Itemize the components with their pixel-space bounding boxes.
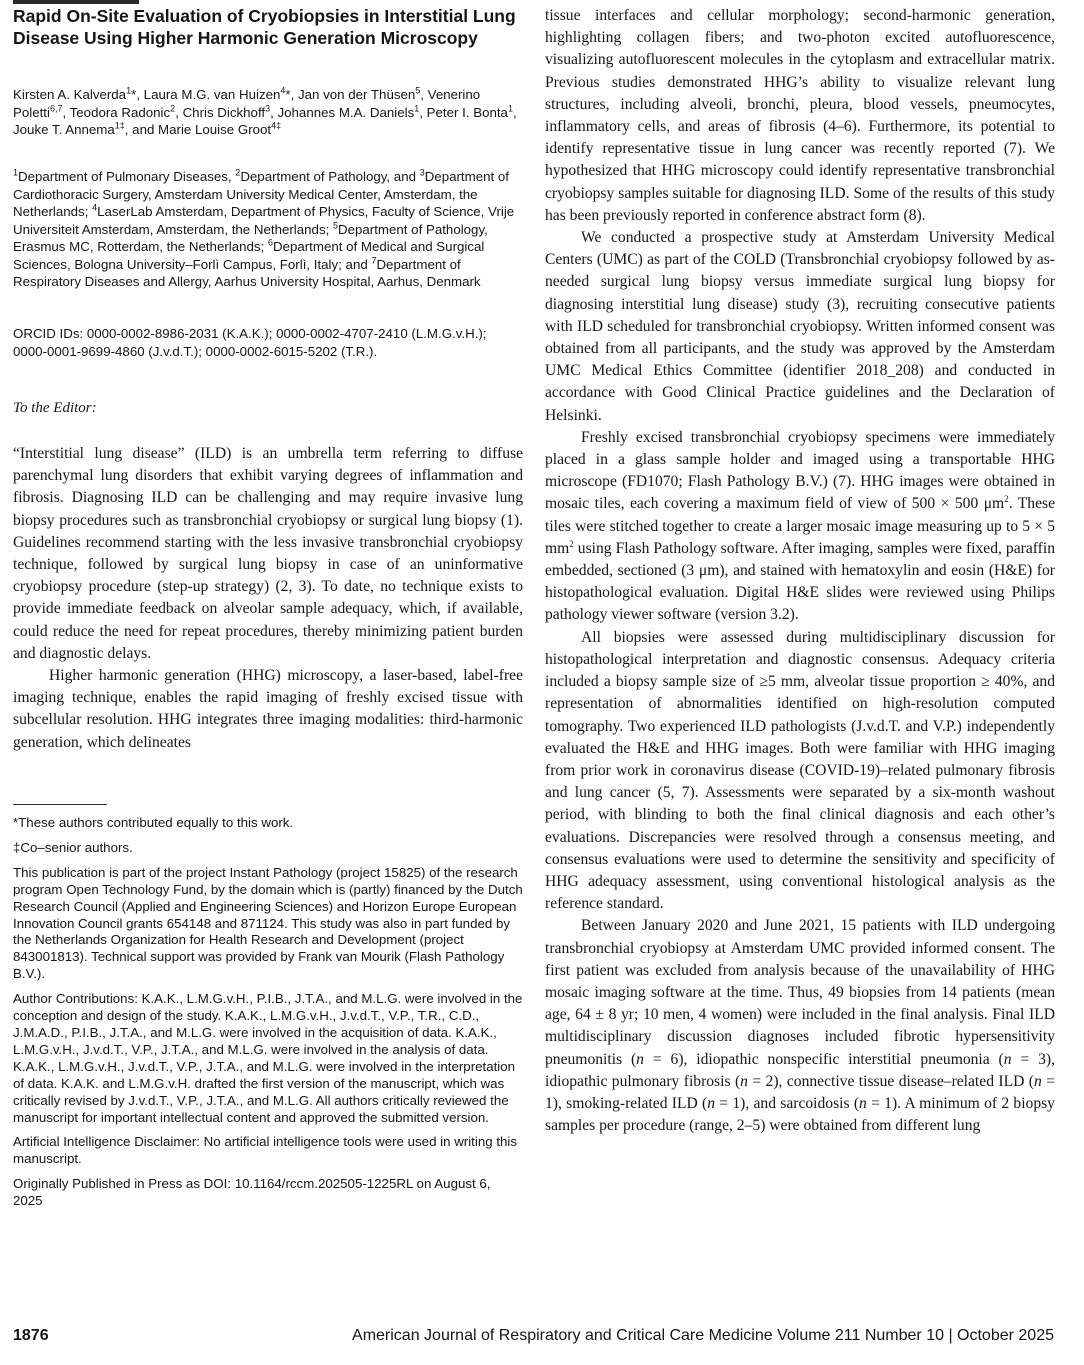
paragraph: All biopsies were assessed during multidisciplinary discussion for histopathological interpretation and diagnostic consensus. Adequacy criteria included a biopsy sample size of ≥5 mm, alveolar tissue proportion ≥ 40%, and representation of abnormalities identified on high-resolution computed tomography. Two experienced ILD pathologists (J.v.d.T. and V.P.) independently evaluated the H&E and HHG images. Both were familiar with HHG imaging from prior work in coronavirus disease (COVID-19)–related pulmonary fibrosis and lung cancer (5, 7). Assessments were separated by a six-month washout period, with blinding to both the final clinical diagnosis and each other’s evaluations. Discrepancies were resolved through a consensus meeting, and consensus evaluations were used to determine the sensitivity and specificity of HHG adequacy assessment, using conventional histological analysis as the reference standard.	[545, 628, 1055, 913]
right-body	[545, 5, 1055, 1137]
left-body	[13, 443, 523, 754]
paragraph: Freshly excised transbronchial cryobiopsy specimens were immediately placed in a glass sample holder and imaged using a transportable HHG microscope (FD1070; Flash Pathology B.V.) (7). HHG images were obtained in mosaic tiles, each covering a maximum field of view of 500 × 500 $\mu m^2$. These tiles were stitched together to create a larger mosaic image measuring up to 5 × 5 $mm^2$ using Flash Pathology software. After imaging, samples were fixed, paraffin embedded, sectioned (3 μm), and stained with hematoxylin and eosin (H&E) for histopathological evaluation. Digital H&E slides were reviewed using Philips pathology viewer software (version 3.2).	[545, 428, 1055, 624]
footnote-ai: Artificial Intelligence Disclaimer: No artificial intelligence tools were used in writing this manuscript.	[13, 1134, 518, 1167]
orcid-ids: ORCID IDs: 0000-0002-8986-2031 (K.A.K.); 0000-0002-4707-2410 (L.M.G.v.H.); 0000-0001-9699-4860 (J.v.d.T.); 0000-0002-6015-5202 (T.R.).	[13, 326, 487, 359]
footnote-published: Originally Published in Press as DOI: 10.1164/rccm.202505-1225RL on August 6, 2025	[13, 1176, 491, 1209]
journal-footer: American Journal of Respiratory and Critical Care Medicine Volume 211 Number 10 | October 2025	[352, 1327, 1054, 1344]
footnote-contributions: Author Contributions: K.A.K., L.M.G.v.H., P.I.B., J.T.A., and M.L.G. were involved in the conception and design of the study. K.A.K., L.M.G.v.H., J.v.d.T., V.P., T.R., C.D., J.M.A.D., P.I.B., J.T.A., and M.L.G. were involved in the acquisition of data. K.A.K., L.M.G.v.H., J.v.d.T., V.P., J.T.A., and M.L.G. were involved in the analysis of data. K.A.K., L.M.G.v.H., J.v.d.T., V.P., J.T.A., and M.L.G. were involved in the interpretation of data. K.A.K. and L.M.G.v.H. drafted the first version of the manuscript, which was critically revised by J.v.d.T., V.P., J.T.A., and M.L.G. All authors critically reviewed the manuscript for important intellectual content and approved the submitted version.	[13, 991, 523, 1125]
paragraph: “Interstitial lung disease” (ILD) is an umbrella term referring to diffuse parenchymal lung disorders that exhibit varying degrees of inflammation and fibrosis. Diagnosing ILD can be challenging and may require invasive lung biopsy procedures such as transbronchial cryobiopsy or surgical lung biopsy (1). Guidelines recommend starting with the less invasive transbronchial cryobiopsy technique, followed by surgical lung biopsy in case of an uninformative cryobiopsy procedure (step-up strategy) (2, 3). To date, no technique exists to provide immediate feedback on alveolar sample adequacy, which, if available, could reduce the need for repeat procedures, thereby minimizing patient burden and diagnostic delays.	[13, 445, 523, 662]
header-rule	[13, 0, 139, 4]
paragraph: tissue interfaces and cellular morphology; second-harmonic generation, highlighting collagen fibers; and two-photon excited autofluorescence, visualizing autofluorescent molecules in the cytoplasm and extracellular matrix. Previous studies demonstrated HHG’s ability to visualize relevant lung structures, including alveoli, bronchi, pleura, blood vessels, pneumocytes, inflammatory cells, and areas of fibrosis (4–6). Furthermore, its potential to identify representative tissue in lung cancer was recently reported (7). We hypothesized that HHG microscopy could identify representative transbronchial cryobiopsy samples suitable for diagnosing ILD. Some of the results of this study has been previously reported in conference abstract form (8).	[545, 7, 1055, 224]
paragraph: Between January 2020 and June 2021, 15 patients with ILD undergoing transbronchial cryobiopsy at Amsterdam UMC provided informed consent. The first patient was excluded from analysis because of the unavailability of HHG mosaic imaging software at the time. Thus, 49 biopsies from 14 patients (mean age, 64 ± 8 yr; 10 men, 4 women) were included in the final analysis. Final ILD multidisciplinary discussion diagnoses included fibrotic hypersensitivity pneumonitis (n = 6), idiopathic nonspecific interstitial pneumonia (n = 3), idiopathic pulmonary fibrosis (n = 2), connective tissue disease–related ILD (n = 1), smoking-related ILD (n = 1), and sarcoidosis (n = 1). A minimum of 2 biopsy samples per procedure (range, 2–5) were obtained from different lung	[545, 917, 1055, 1135]
affiliations: $^1$Department of Pulmonary Diseases, $^2$Department of Pathology, and $^3$Department of Cardiothoracic Surgery, Amsterdam University Medical Center, Amsterdam, the Netherlands; $^4$LaserLab Amsterdam, Department of Physics, Faculty of Science, Vrije Universiteit Amsterdam, Amsterdam, the Netherlands; $^5$Department of Pathology, Erasmus MC, Rotterdam, the Netherlands; $^6$Department of Medical and Surgical Sciences, Bologna University–Forlì Campus, Forlì, Italy; and $^7$Department of Respiratory Diseases and Allergy, Aarhus University Hospital, Aarhus, Denmark	[13, 167, 515, 289]
footnotes	[13, 815, 523, 1218]
footnote-funding: This publication is part of the project Instant Pathology (project 15825) of the research program Open Technology Fund, by the domain which is (partly) financed by the Dutch Research Council (Applied and Engineering Sciences) and Horizon Europe European Innovation Council grants 654148 and 871124. This study was also in part funded by the Netherlands Organization for Health Research and Development (project 843001813). Technical support was provided by Frank van Mourik (Flash Pathology B.V.).	[13, 864, 523, 982]
article-title: Rapid On-Site Evaluation of Cryobiopsies in Interstitial Lung Disease Using Higher Harmonic Generation Microscopy	[13, 6, 516, 48]
paragraph: We conducted a prospective study at Amsterdam University Medical Centers (UMC) as part of the COLD (Transbronchial cryobiopsy followed by as-needed surgical lung biopsy versus immediate surgical lung biopsy for diagnosing interstitial lung disease) study (3), recruiting consecutive patients with ILD scheduled for transbronchial cryobiopsy. Written informed consent was obtained from all participants, and the study was approved by the Amsterdam UMC Medical Ethics Committee (identifier 2018_208) and conducted in accordance with Good Clinical Practice guidelines and the Declaration of Helsinki.	[545, 229, 1055, 424]
page-number: 1876	[13, 1327, 49, 1344]
footnote-rule	[13, 804, 107, 805]
footnote-senior: ‡Co–senior authors.	[13, 839, 133, 855]
salutation: To the Editor:	[13, 400, 97, 416]
paragraph: Higher harmonic generation (HHG) microscopy, a laser-based, label-free imaging technique, enables the rapid imaging of freshly excised tissue with subcellular resolution. HHG integrates three imaging modalities: third-harmonic generation, which delineates	[13, 667, 523, 751]
author-list: Kirsten A. Kalverda$^1$*, Laura M.G. van Huizen$^4$*, Jan von der Thüsen$^5$, Venerino Poletti$^{6,7}$, Teodora Radonic$^2$, Chris Dickhoff$^3$, Johannes M.A. Daniels$^1$, Peter I. Bonta$^1$, Jouke T. Annema$^{1\ddagger}$, and Marie Louise Groot$^{4\ddagger}$	[13, 85, 517, 137]
footnote-equal: *These authors contributed equally to this work.	[13, 815, 294, 830]
